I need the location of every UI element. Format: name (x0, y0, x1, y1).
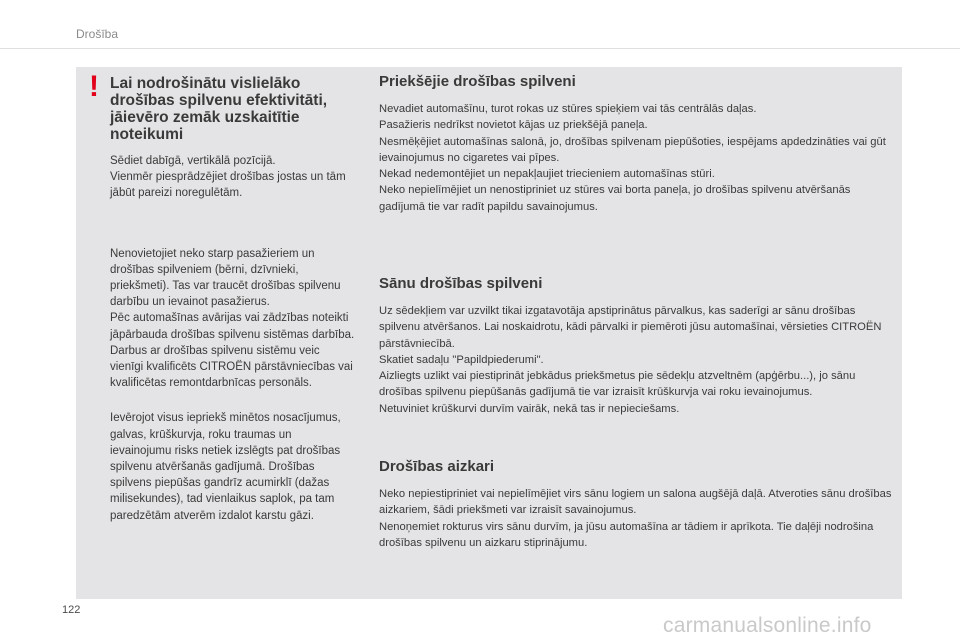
page-number: 122 (62, 604, 81, 616)
warning-paragraph-1: Sēdiet dabīgā, vertikālā pozīcijā. Vienmēr piesprādzējiet drošības jostas un tām jābūt pareizi noregulētām. (110, 155, 346, 200)
front-airbags-heading: Priekšējie drošības spilveni (379, 73, 576, 90)
curtain-airbags-text: Neko nepiestipriniet vai nepielīmējiet virs sānu logiem un salona augšējā daļā. Atveroties sānu drošības aizkariem, šādi priekšmeti var izraisīt savainojumus. Nenoņemiet rokturus virs sānu durvīm, ja jūsu automašīna ar tādiem ir aprīkota. Tie daļēji nodrošina drošības spilvenu un aizkaru stiprinājumu. (379, 488, 892, 549)
warning-paragraph-3: Ievērojot visus iepriekš minētos nosacījumus, galvas, krūškurvja, roku traumas un ievainojumu risks netiek izslēgts pat drošības spilvenu atvēršanās gadījumā. Drošības spilvens piepūšas gandrīz acumirklī (dažas milisekundes), tad vienlaikus saplok, pa tam paredzētām atverēm izdalot karstu gāzi. (110, 412, 341, 522)
front-airbags-section (379, 73, 894, 215)
exclamation-icon: ! (89, 70, 99, 103)
side-airbags-text: Uz sēdekļiem var uzvilkt tikai izgatavotāja apstiprinātus pārvalkus, kas saderīgi ar sānu drošības spilvenu atvēršanos. Lai noskaidrotu, kādi pārvalki ir piemēroti jūsu automašīnai, vērsieties CITROËN pārstāvniecībā. Skatiet sadaļu "Papildpiederumi". Aizliegts uzlikt vai piestiprināt jebkādus priekšmetus pie sēdekļu atzveltnēm (apģērbu...), jo sānu drošības spilvenu piepūšanās gadījumā tie var izraisīt krūškurvja vai roku ievainojumus. Netuviniet krūškurvi durvīm vairāk, nekā tas ir nepieciešams. (379, 305, 882, 415)
curtain-airbags-section (379, 458, 894, 551)
watermark: carmanualsonline.info (663, 614, 872, 637)
front-airbags-text: Nevadiet automašīnu, turot rokas uz stūres spieķiem vai tās centrālās daļas. Pasažieris nedrīkst novietot kājas uz priekšējā paneļa. Nesmēķējiet automašīnas salonā, jo, drošības spilvenam piepūšoties, iespējams apdedzināties vai gūt ievainojumus no cigaretes vai pīpes. Nekad nedemontējiet un nepakļaujiet triecieniem automašīnas stūri. Neko nepielīmējiet un nenostipriniet uz stūres vai borta paneļa, jo drošības spilvenu atvēršanās gadījumā tie var radīt papildu savainojumus. (379, 103, 886, 213)
side-airbags-section (379, 275, 894, 417)
warning-paragraph-2: Nenovietojiet neko starp pasažieriem un drošības spilveniem (bērni, dzīvnieki, priekšmeti). Tas var traucēt drošības spilvenu darbību un ievainot pasažierus. Pēc automašīnas avārijas vai zādzības noteikti jāpārbauda drošības spilvenu sistēmas darbība. Darbus ar drošības spilvenu sistēmu veic vienīgi kvalificēts CITROËN pārstāvniecības vai kvalificētas remontdarbnīcas personāls. (110, 247, 355, 390)
warning-heading: Lai nodrošinātu vislielāko drošības spilvenu efektivitāti, jāievēro zemāk uzskaitītie noteikumi (110, 75, 328, 143)
warning-column (110, 75, 355, 524)
header-divider (0, 48, 960, 49)
section-title: Drošība (76, 27, 119, 41)
side-airbags-heading: Sānu drošības spilveni (379, 275, 543, 292)
curtain-airbags-heading: Drošības aizkari (379, 458, 495, 475)
